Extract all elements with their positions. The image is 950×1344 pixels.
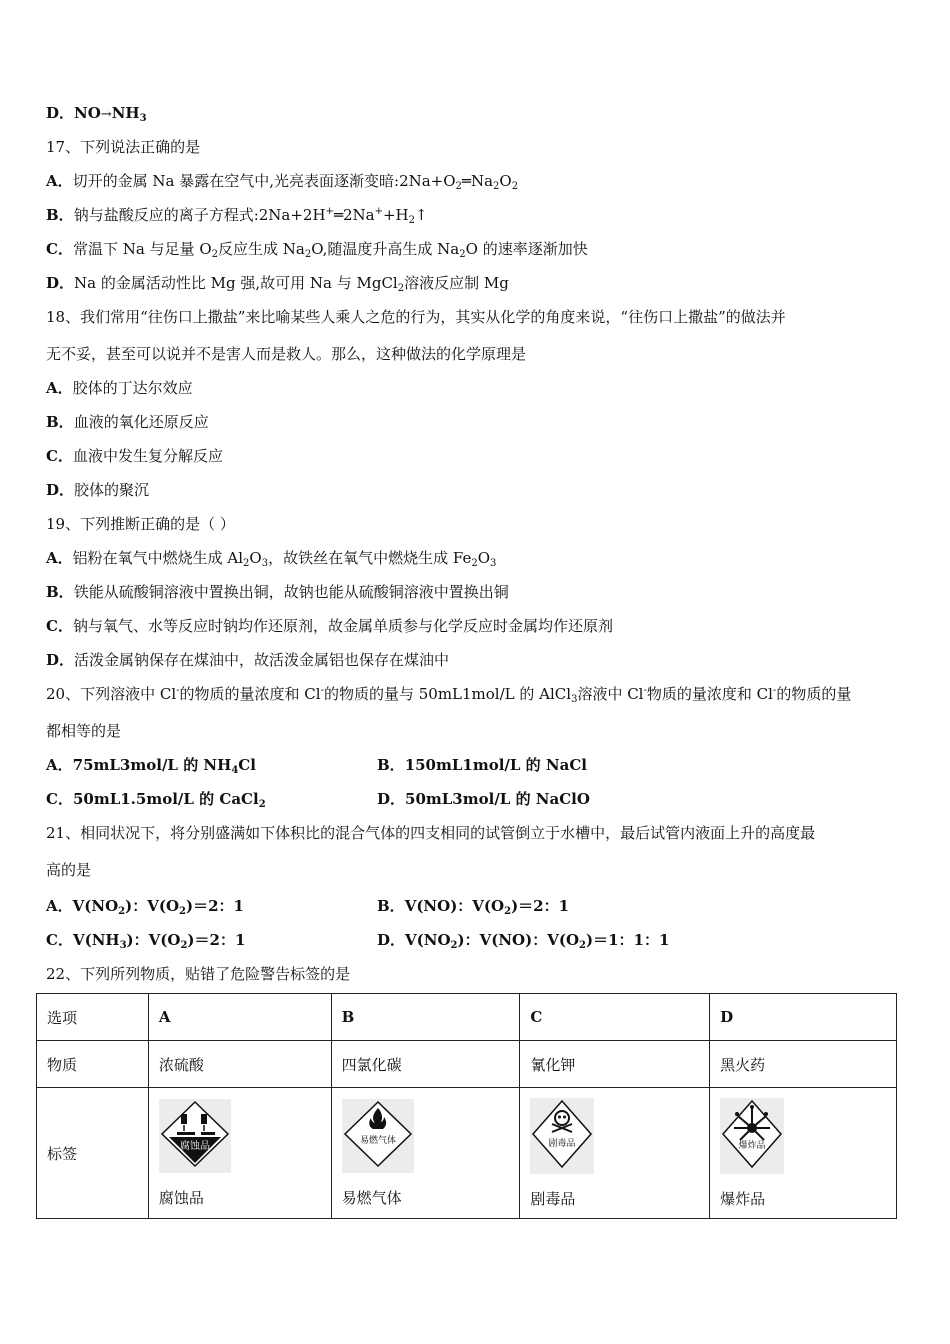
q20-option-c: C．50mL1.5mol/L 的 CaCl$_2$ xyxy=(46,790,266,810)
q18-option-a: A．胶体的丁达尔效应 xyxy=(46,379,193,397)
row-header-label: 标签 xyxy=(37,1088,149,1219)
q22-stem: 22、下列所列物质，贴错了危险警告标签的是 xyxy=(46,965,351,983)
label-cell-d xyxy=(710,1088,897,1219)
substance-b: 四氯化碳 xyxy=(331,1041,520,1088)
flammable-gas-icon xyxy=(342,1099,414,1173)
table-row-options xyxy=(37,994,897,1041)
q18-option-b: B．血液的氧化还原反应 xyxy=(46,413,209,431)
q17-option-b: B．钠与盐酸反应的离子方程式$:2Na+2H^+═2Na^++H_2↑$ xyxy=(46,206,428,226)
hazard-label-table xyxy=(36,993,897,1219)
toxic-sign-text: 剧毒品 xyxy=(548,1138,576,1149)
q21-option-a: A．$V(NO_2)$：$V(O_2)=2$：1 xyxy=(46,897,244,917)
q20-option-b: B．150mL1mol/L 的 NaCl xyxy=(377,756,587,774)
q20-option-a: A．75mL3mol/L 的 $NH_4Cl$ xyxy=(46,756,256,776)
q21-option-c: C．$V(NH_3)$：$V(O_2)=2$：1 xyxy=(46,931,246,951)
label-text-d: 爆炸品 xyxy=(720,1189,766,1208)
q19-option-d: D．活泼金属钠保存在煤油中，故活泼金属铝也保存在煤油中 xyxy=(46,651,450,669)
explosive-sign-text: 爆炸品 xyxy=(738,1140,766,1151)
q17-option-a: A．切开的金属 Na 暴露在空气中,光亮表面逐渐变暗$:2Na+O_2═Na_2O_2$ xyxy=(46,172,519,192)
row-header-option: 选项 xyxy=(37,994,149,1041)
option-b-cell: B xyxy=(331,994,520,1041)
label-text-a: 腐蚀品 xyxy=(158,1188,204,1207)
q20-option-d: D．50mL3mol/L 的 NaClO xyxy=(377,790,590,808)
corrosive-sign-text: 腐蚀品 xyxy=(179,1140,210,1152)
corrosive-icon xyxy=(159,1099,231,1173)
q20-stem-line2: 都相等的是 xyxy=(46,722,122,740)
q17-stem: 17、下列说法正确的是 xyxy=(46,138,201,156)
option-a-cell: A xyxy=(148,994,331,1041)
substance-c: 氰化钾 xyxy=(520,1041,710,1088)
q21-stem-line1: 21、相同状况下，将分别盛满如下体积比的混合气体的四支相同的试管倒立于水槽中，最后试管内液面上升的高度最 xyxy=(46,824,816,842)
toxic-icon xyxy=(530,1098,594,1174)
table-row-labels xyxy=(37,1088,897,1219)
q18-stem-line2: 无不妥，甚至可以说并不是害人而是救人。那么，这种做法的化学原理是 xyxy=(46,345,527,363)
q17-option-c: C．常温下 Na 与足量 $O_2$反应生成 $Na_2O$,随温度升高生成 $Na_2O$ 的速率逐渐加快 xyxy=(46,240,588,260)
substance-d: 黑火药 xyxy=(710,1041,897,1088)
label-text-c: 剧毒品 xyxy=(530,1189,576,1208)
q18-option-d: D．胶体的聚沉 xyxy=(46,481,150,499)
row-header-substance: 物质 xyxy=(37,1041,149,1088)
table-row-substances xyxy=(37,1041,897,1088)
q21-option-d: D．$V(NO_2)$：V(NO)：$V(O_2)=1$：1：1 xyxy=(377,931,670,951)
q17-option-d: D．Na 的金属活动性比 Mg 强,故可用 Na 与 MgCl$_2$溶液反应制 Mg xyxy=(46,274,509,294)
q21-option-b: B．V(NO)：$V(O_2)=2$：1 xyxy=(377,897,570,917)
substance-a: 浓硫酸 xyxy=(148,1041,331,1088)
q21-stem-line2: 高的是 xyxy=(46,861,92,879)
explosive-icon xyxy=(720,1098,784,1174)
flammable-sign-text: 易燃气体 xyxy=(359,1135,396,1146)
q18-option-c: C．血液中发生复分解反应 xyxy=(46,447,223,465)
q19-option-b: B．铁能从硫酸铜溶液中置换出铜，故钠也能从硫酸铜溶液中置换出铜 xyxy=(46,583,509,601)
option-c-cell: C xyxy=(520,994,710,1041)
q19-option-a: A．铝粉在氧气中燃烧生成 $Al_2O_3$，故铁丝在氧气中燃烧生成 $Fe_2O_3$ xyxy=(46,549,497,569)
q19-option-c: C．钠与氧气、水等反应时钠均作还原剂，故金属单质参与化学反应时金属均作还原剂 xyxy=(46,617,613,635)
label-cell-c xyxy=(520,1088,710,1219)
label-text-b: 易燃气体 xyxy=(341,1188,402,1207)
q16-option-d: D．$NO\to NH_3$ xyxy=(46,104,147,124)
q19-stem: 19、下列推断正确的是（ ） xyxy=(46,515,235,533)
q18-stem-line1: 18、我们常用“往伤口上撒盐”来比喻某些人乘人之危的行为，其实从化学的角度来说，“往伤口上撒盐”的做法并 xyxy=(46,308,786,326)
q20-stem-line1: 20、下列溶液中 Cl-的物质的量浓度和 Cl-的物质的量与 50mL1mol/L 的 AlCl$_3$溶液中 Cl-物质的量浓度和 Cl-的物质的量 xyxy=(46,685,852,705)
label-cell-a xyxy=(148,1088,331,1219)
label-cell-b xyxy=(331,1088,520,1219)
option-d-cell: D xyxy=(710,994,897,1041)
